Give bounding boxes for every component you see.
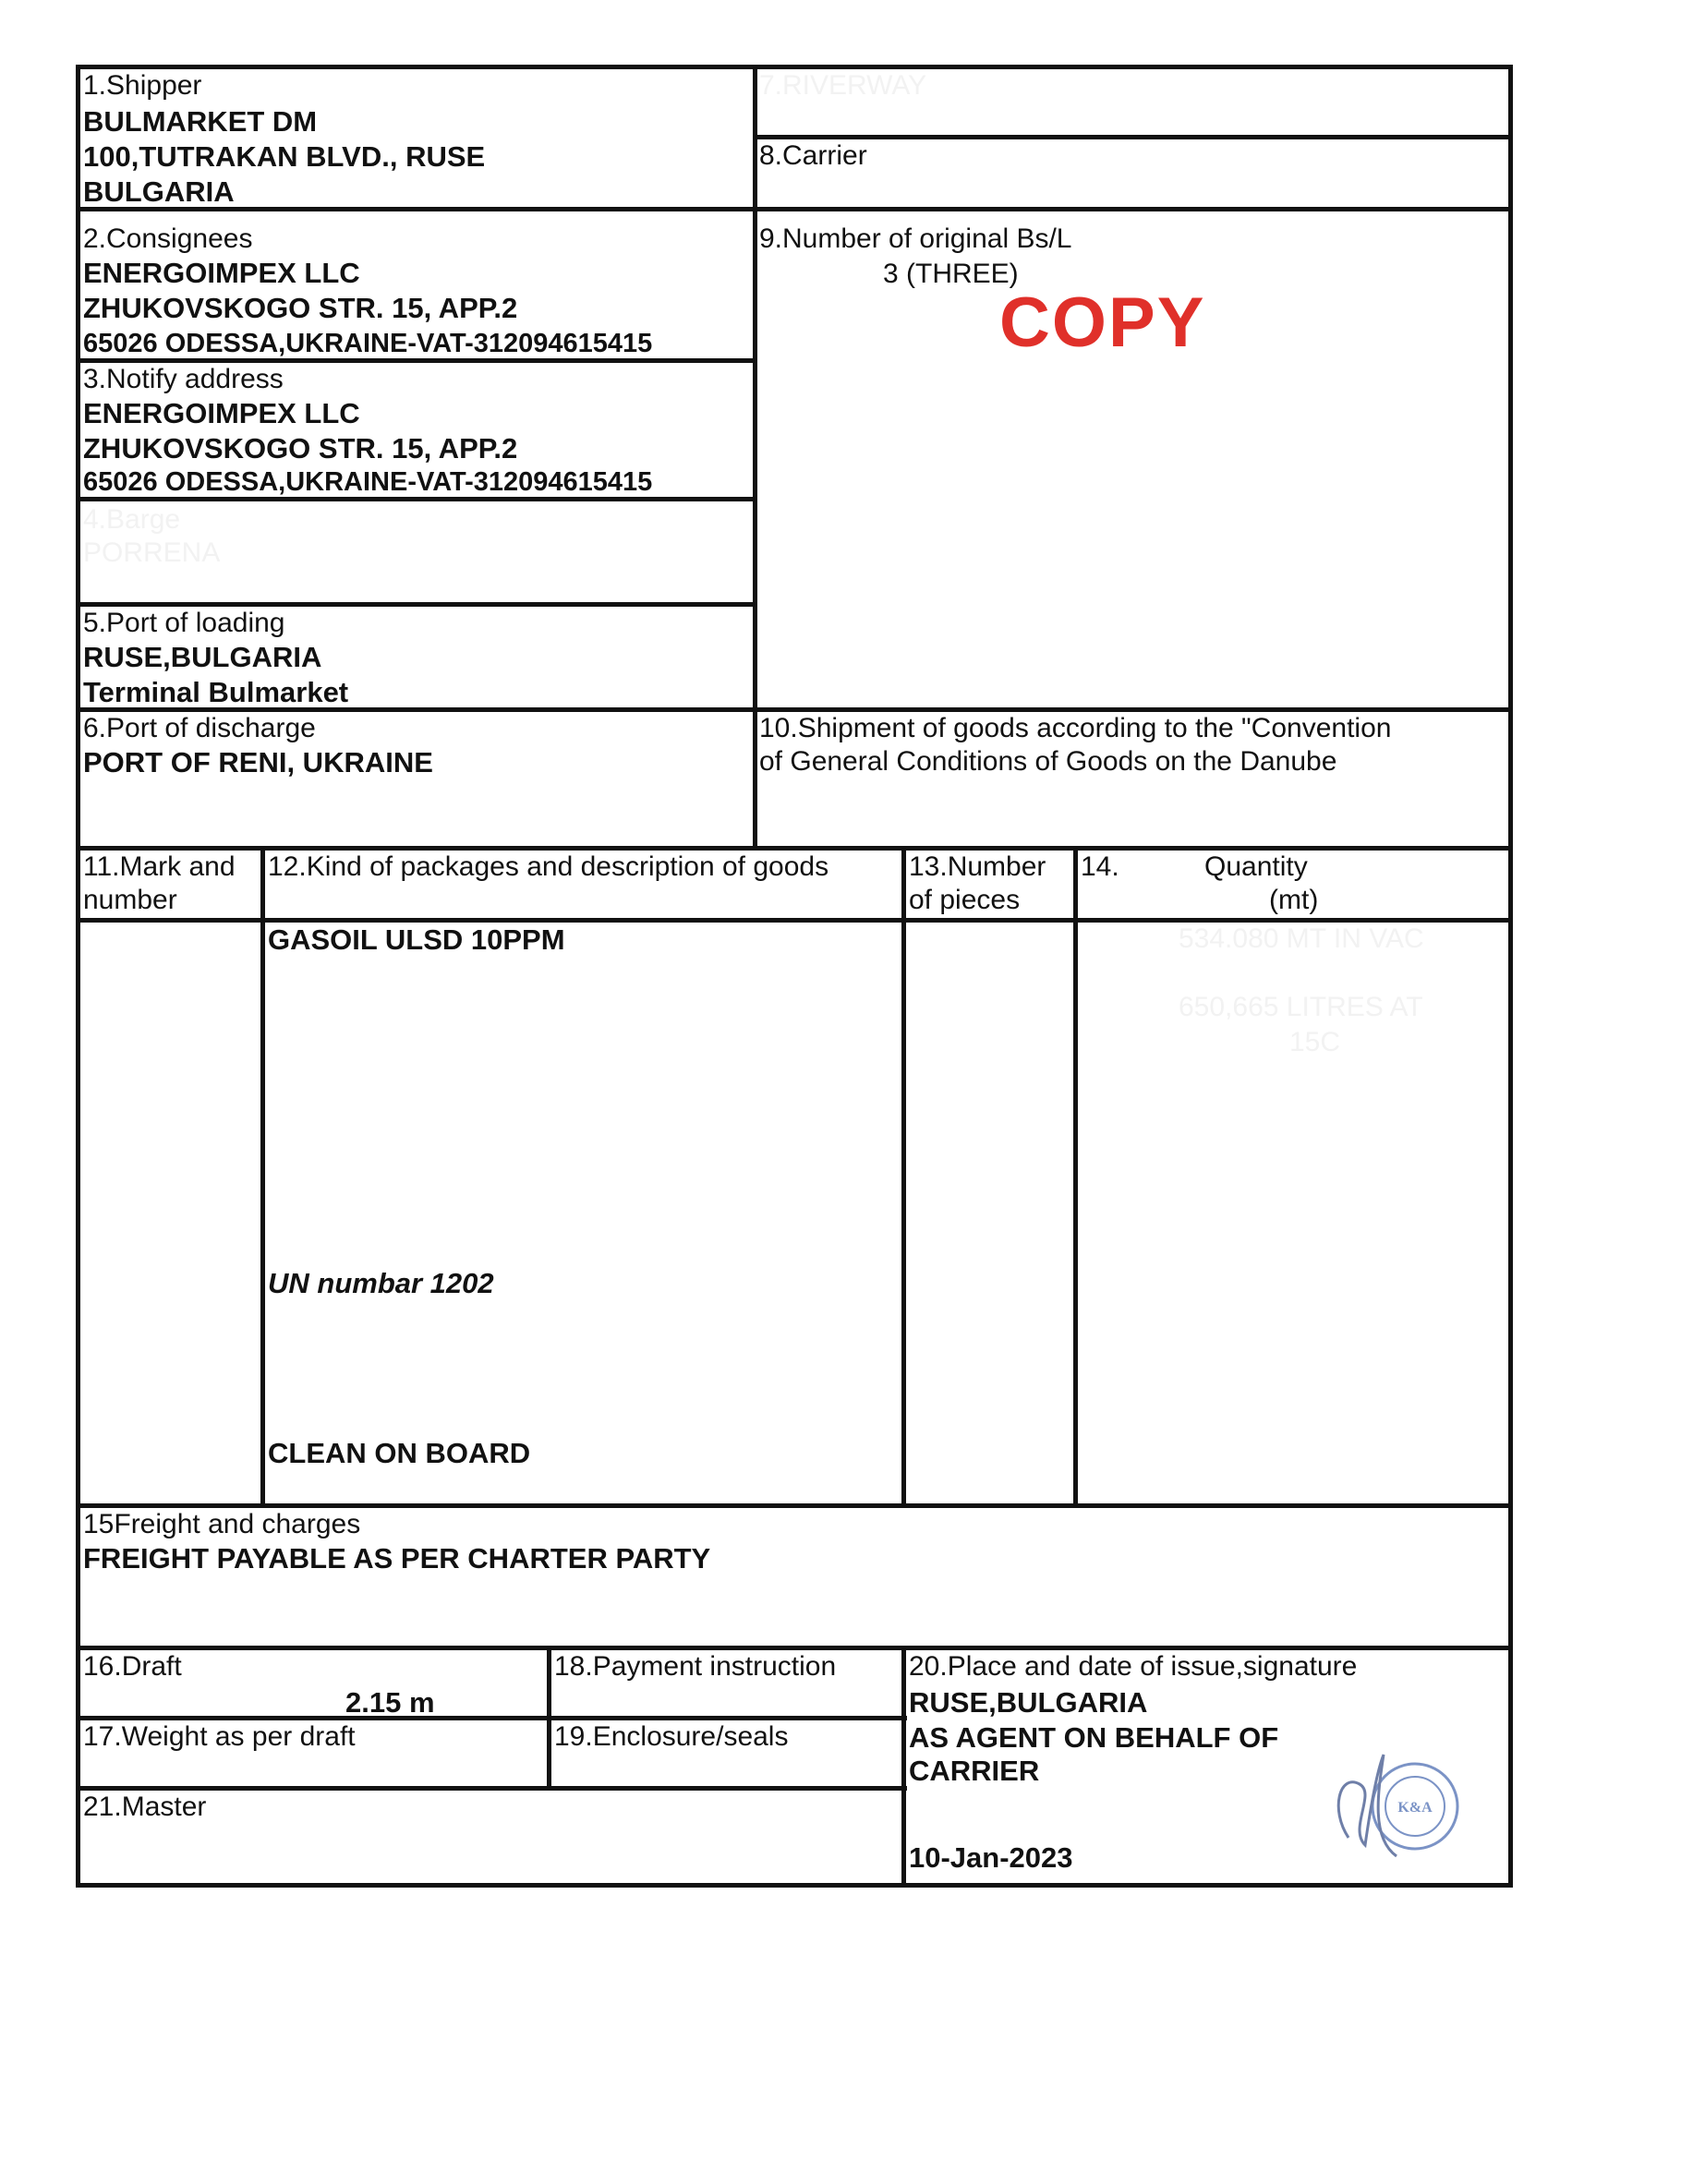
vessel-label: 7.RIVERWAY [759, 70, 927, 101]
rule-mark-column [260, 846, 265, 1508]
rule-shipper-consignee [76, 207, 1513, 211]
rule-goods-freight [76, 1503, 1513, 1508]
discharge-port: PORT OF RENI, UKRAINE [83, 746, 433, 778]
notify-city-vat: 65026 ODESSA,UKRAINE-VAT-312094615415 [83, 467, 653, 497]
consignee-name: ENERGOIMPEX LLC [83, 257, 360, 289]
kind-header: 12.Kind of packages and description of goods [268, 851, 829, 882]
signature-stroke [1338, 1755, 1397, 1856]
rule-payment-enclosure [547, 1716, 906, 1720]
pieces-header-line-1: 13.Number [909, 851, 1046, 882]
copy-stamp: COPY [999, 284, 1206, 362]
shipper-label: 1.Shipper [83, 70, 202, 101]
mark-header-line-2: number [83, 885, 177, 915]
loading-port: RUSE,BULGARIA [83, 641, 322, 673]
carrier-label: 8.Carrier [759, 140, 867, 171]
quantity-header-number: 14. [1081, 851, 1119, 882]
issue-label: 20.Place and date of issue,signature [909, 1651, 1358, 1682]
goods-un-number: UN numbar 1202 [268, 1267, 494, 1299]
consignee-address: ZHUKOVSKOGO STR. 15, APP.2 [83, 292, 518, 324]
rule-top-shipper [76, 65, 1513, 69]
quantity-header-unit: (mt) [1269, 885, 1319, 915]
notify-label: 3.Notify address [83, 364, 284, 394]
issue-agent-line-1: AS AGENT ON BEHALF OF [909, 1721, 1279, 1754]
discharge-label: 6.Port of discharge [83, 713, 316, 743]
stamp-text: K&A [1397, 1800, 1433, 1816]
rule-vessel-carrier [753, 135, 1513, 139]
master-label: 21.Master [83, 1792, 207, 1822]
issue-date: 10-Jan-2023 [909, 1841, 1073, 1874]
quantity-value-line-1: 534.080 MT IN VAC [1179, 923, 1424, 954]
goods-clean-on-board: CLEAN ON BOARD [268, 1437, 531, 1469]
rule-quantity-column [1073, 846, 1078, 1508]
issue-place: RUSE,BULGARIA [909, 1686, 1148, 1719]
originals-value: 3 (THREE) [883, 259, 1019, 289]
notify-name: ENERGOIMPEX LLC [83, 397, 360, 429]
quantity-header-label: Quantity [1204, 851, 1308, 882]
pieces-header-line-2: of pieces [909, 885, 1021, 915]
originals-label: 9.Number of original Bs/L [759, 223, 1072, 254]
loading-terminal: Terminal Bulmarket [83, 676, 349, 708]
freight-value: FREIGHT PAYABLE AS PER CHARTER PARTY [83, 1542, 711, 1575]
rule-barge-loading [76, 602, 756, 607]
rule-goods-header [76, 918, 1513, 923]
shipper-name: BULMARKET DM [83, 105, 318, 138]
rule-center-column [753, 65, 757, 851]
draft-label: 16.Draft [83, 1651, 182, 1682]
signature-stamp [1312, 1736, 1478, 1875]
consignee-label: 2.Consignees [83, 223, 253, 254]
freight-label: 15Freight and charges [83, 1509, 361, 1539]
convention-line-1: 10.Shipment of goods according to the "Convention [759, 713, 1392, 743]
enclosure-label: 19.Enclosure/seals [554, 1721, 789, 1752]
quantity-value-line-3: 15C [1289, 1027, 1341, 1057]
issue-agent-line-2: CARRIER [909, 1755, 1040, 1787]
rule-issue-column [901, 1646, 906, 1888]
convention-line-2: of General Conditions of Goods on the Danube [759, 746, 1337, 777]
consignee-city-vat: 65026 ODESSA,UKRAINE-VAT-312094615415 [83, 329, 653, 358]
quantity-value-line-2: 650,665 LITRES AT [1179, 992, 1423, 1022]
rule-weight-master [76, 1786, 907, 1791]
barge-value: PORRENA [83, 537, 221, 568]
shipper-address: 100,TUTRAKAN BLVD., RUSE [83, 140, 486, 173]
rule-discharge-goods [76, 846, 1513, 851]
notify-address: ZHUKOVSKOGO STR. 15, APP.2 [83, 432, 518, 465]
loading-label: 5.Port of loading [83, 608, 285, 638]
shipper-country: BULGARIA [83, 175, 235, 208]
payment-label: 18.Payment instruction [554, 1651, 837, 1682]
rule-freight-draft [76, 1646, 1513, 1650]
rule-pieces-column [901, 846, 906, 1508]
goods-description: GASOIL ULSD 10PPM [268, 923, 565, 956]
mark-header-line-1: 11.Mark and [83, 851, 236, 882]
weight-label: 17.Weight as per draft [83, 1721, 356, 1752]
barge-label: 4.Barge [83, 504, 181, 535]
draft-value: 2.15 m [345, 1686, 435, 1719]
